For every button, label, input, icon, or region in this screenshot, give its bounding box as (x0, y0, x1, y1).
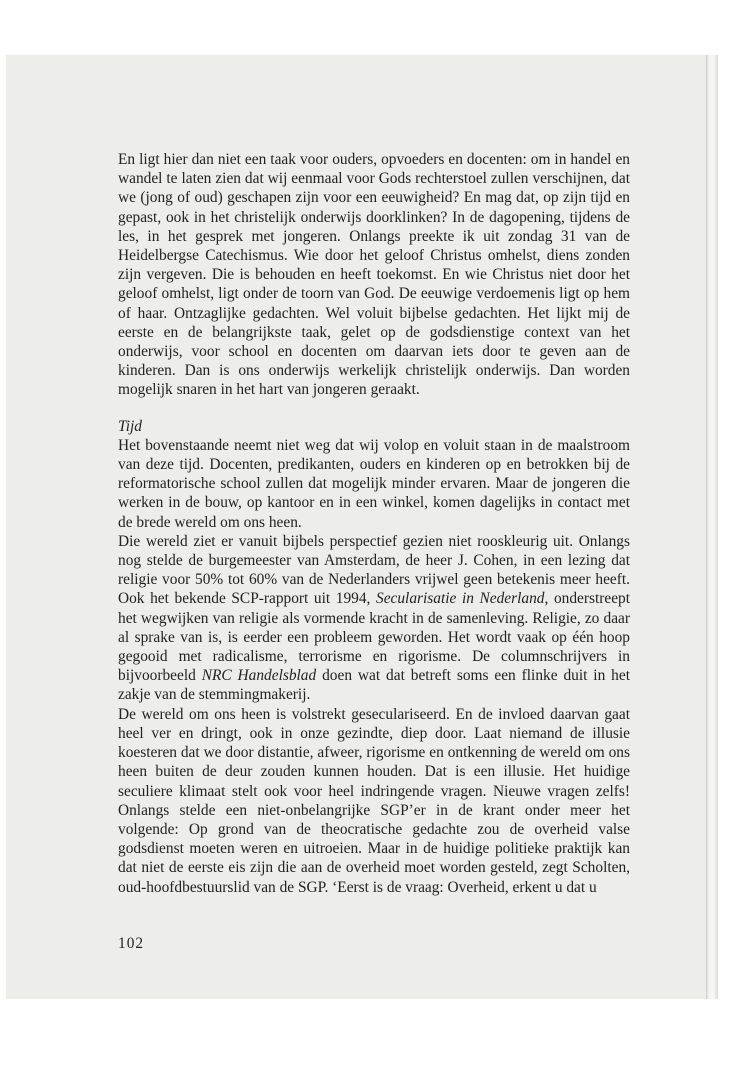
paragraph-wereld-part-1: Die wereld ziet er vanuit bijbels perspectief gezien niet rooskleurig uit. Onlangs nog stelde de burgemeester van Amsterdam, de heer J. Cohen, in een lezing dat religie voor 50% tot 60% van de Nederlanders vrijwel geen betekenis meer heeft. Ook het bekende SCP-rapport uit 1994, (118, 532, 630, 608)
paragraph-wereld-part-3: doen wat dat betreft soms een flinke duit in het zakje van de stemmingmakerij. (118, 667, 630, 704)
page-number: 102 (118, 935, 145, 952)
paragraph-secular: De wereld om ons heen is volstrekt geseculariseerd. En de invloed daarvan gaat heel ver en dringt, ook in onze gezindte, diep door. Laat niemand de illusie koesteren dat we door distantie, afweer, rigorisme en ontkenning de wereld om ons heen buiten de deur zouden kunnen houden. Dat is een illusie. Het huidige seculiere klimaat stelt ook voor heel indringende vragen. Nieuwe vragen zelfs! Onlangs stelde een niet-onbelangrijke SGP’er in de krant onder meer het volgende: Op grond van de theocratische gedachte zou de overheid valse godsdienst moeten weren en uitroeien. Maar in de huidige politieke praktijk kan dat niet de eerste eis zijn die aan de overheid moet worden gesteld, zegt Scholten, oud-hoofdbestuurslid van de SGP. ‘Eerst is de vraag: Overheid, erkent u dat u (118, 705, 630, 896)
report-title: Secularisatie in Nederland (376, 590, 545, 608)
newspaper-title: NRC Handelsblad (201, 667, 317, 685)
paragraph-wereld-part-2: , onderstreept het wegwijken van religie als vormende kracht in de samenleving. Religie, zo daar al sprake van is, is eerder een probleem geworden. Het wordt vaak op één hoop gegooid met radicalisme, terrorisme en rigorisme. De columnschrijvers in bijvoorbeeld (118, 590, 631, 685)
page-edge (706, 55, 718, 999)
section-gap (118, 400, 630, 417)
paragraph-wereld (118, 532, 630, 705)
body-text (118, 150, 630, 897)
paragraph-tijd: Het bovenstaande neemt niet weg dat wij volop en voluit staan in de maalstroom van deze tijd. Docenten, predikanten, ouders en kinderen op en betrokken bij de reformatorische school zullen dat mogelijk minder ervaren. Maar de jongeren die werken in de bouw, op kantoor en in een winkel, komen dagelijks in contact met de brede wereld om ons heen. (118, 436, 630, 531)
section-heading: Tijd (118, 417, 142, 435)
paragraph-intro: En ligt hier dan niet een taak voor ouders, opvoeders en docenten: om in handel en wandel te laten zien dat wij eenmaal voor Gods rechterstoel zullen verschijnen, dat we (jong of oud) geschapen zijn voor een eeuwigheid? En mag dat, op zijn tijd en gepast, ook in het christelijk onderwijs doorklinken? In de dagopening, tijdens de les, in het gesprek met jongeren. Onlangs preekte ik uit zondag 31 van de Heidelbergse Catechismus. Wie door het geloof Christus omhelst, diens zonden zijn vergeven. Die is behouden en heeft toekomst. En wie Christus niet door het geloof omhelst, ligt onder de toorn van God. De eeuwige verdoemenis ligt op hem of haar. Ontzaglijke gedachten. Wel voluit bijbelse gedachten. Het lijkt mij de eerste en de belangrijkste taak, gelet op de godsdienstige context van het onderwijs, voor school en docenten om daarvan iets door te geven aan de kinderen. Dan is ons onderwijs werkelijk christelijk onderwijs. Dan worden mogelijk snaren in het hart van jongeren geraakt. (118, 151, 630, 399)
